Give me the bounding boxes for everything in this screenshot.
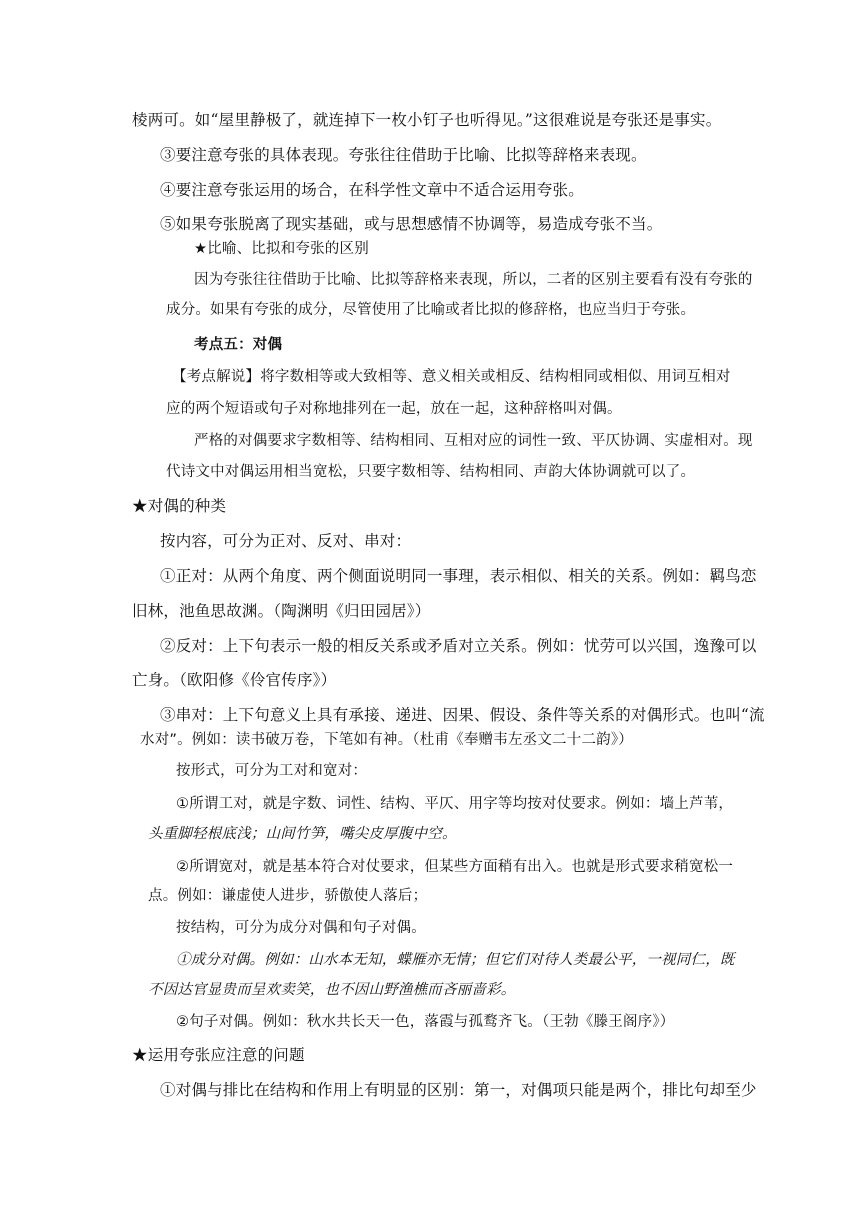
text-line: 成分。如果有夸张的成分，尽管使用了比喻或者比拟的修辞格，也应当归于夸张。 xyxy=(166,302,696,318)
text-line: 棱两可。如“屋里静极了，就连掉下一枚小钉子也听得见。”这很难说是夸张还是事实。 xyxy=(132,111,722,129)
text-line: 亡身。（欧阳修《伶官传序》） xyxy=(132,671,337,689)
text-line: 因为夸张往往借助于比喻、比拟等辞格来表现，所以，二者的区别主要看有没有夸张的 xyxy=(194,272,753,288)
text-line: ⑤如果夸张脱离了现实基础，或与思想感情不协调等，易造成夸张不当。 xyxy=(160,215,663,233)
text-line: 旧林，池鱼思故渊。（陶渊明《归田园居》） xyxy=(132,602,431,620)
text-line: 按结构，可分为成分对偶和句子对偶。 xyxy=(176,920,426,936)
text-line: 不因达官显贵而呈欢卖笑，也不因山野渔樵而吝丽啬彩。 xyxy=(148,982,516,998)
section-heading: ★比喻、比拟和夸张的区别 xyxy=(194,241,369,257)
text-line: ②所谓宽对，就是基本符合对仗要求，但某些方面稍有出入。也就是形式要求稍宽松一 xyxy=(176,859,734,875)
section-heading: ★运用夸张应注意的问题 xyxy=(132,1046,305,1064)
text-line: ①成分对偶。例如：山水本无知，蝶雁亦无情；但它们对待人类最公平，一视同仁，既 xyxy=(176,952,735,968)
text-line: 严格的对偶要求字数相等、结构相同、互相对应的词性一致、平仄协调、实虚相对。现 xyxy=(194,433,753,449)
text-line: 应的两个短语或句子对称地排列在一起，放在一起，这种辞格叫对偶。 xyxy=(166,401,622,417)
text-line: 代诗文中对偶运用相当宽松，只要字数相等、结构相同、声韵大体协调就可以了。 xyxy=(166,464,696,480)
text-line: ②句子对偶。例如：秋水共长天一色，落霞与孤鹜齐飞。（王勃《滕王阁序》） xyxy=(176,1014,675,1030)
text-line: 头重脚轻根底浅；山间竹笋，嘴尖皮厚腹中空。 xyxy=(148,826,457,842)
text-line: 按形式，可分为工对和宽对： xyxy=(176,763,368,779)
text-line: ③串对：上下句意义上具有承接、递进、因果、假设、条件等关系的对偶形式。也叫“流 xyxy=(160,706,765,724)
text-line: ①对偶与排比在结构和作用上有明显的区别：第一，对偶项只能是两个，排比句却至少 xyxy=(160,1081,757,1099)
text-line: ④要注意夸张运用的场合，在科学性文章中不适合运用夸张。 xyxy=(160,181,584,199)
text-line: ②反对：上下句表示一般的相反关系或矛盾对立关系。例如：忧劳可以兴国，逸豫可以 xyxy=(160,637,757,655)
section-heading: ★对偶的种类 xyxy=(132,497,227,515)
text-line: 【考点解说】将字数相等或大致相等、意义相关或相反、结构相同或相似、用词互相对 xyxy=(172,369,731,385)
text-line: ①所谓工对，就是字数、词性、结构、平仄、用字等均按对仗要求。例如：墙上芦苇， xyxy=(176,796,734,812)
text-line: 水对”。例如：读书破万卷，下笔如有神。（杜甫《奉赠韦左丞文二十二韵》） xyxy=(140,732,634,748)
text-line: 点。例如：谦虚使人进步，骄傲使人落后； xyxy=(148,888,428,904)
section-title: 考点五：对偶 xyxy=(194,337,283,353)
text-line: ①正对：从两个角度、两个侧面说明同一事理，表示相似、相关的关系。例如：羁鸟恋 xyxy=(160,567,757,585)
text-line: 按内容，可分为正对、反对、串对： xyxy=(160,532,412,550)
text-line: ③要注意夸张的具体表现。夸张往往借助于比喻、比拟等辞格来表现。 xyxy=(160,146,647,164)
